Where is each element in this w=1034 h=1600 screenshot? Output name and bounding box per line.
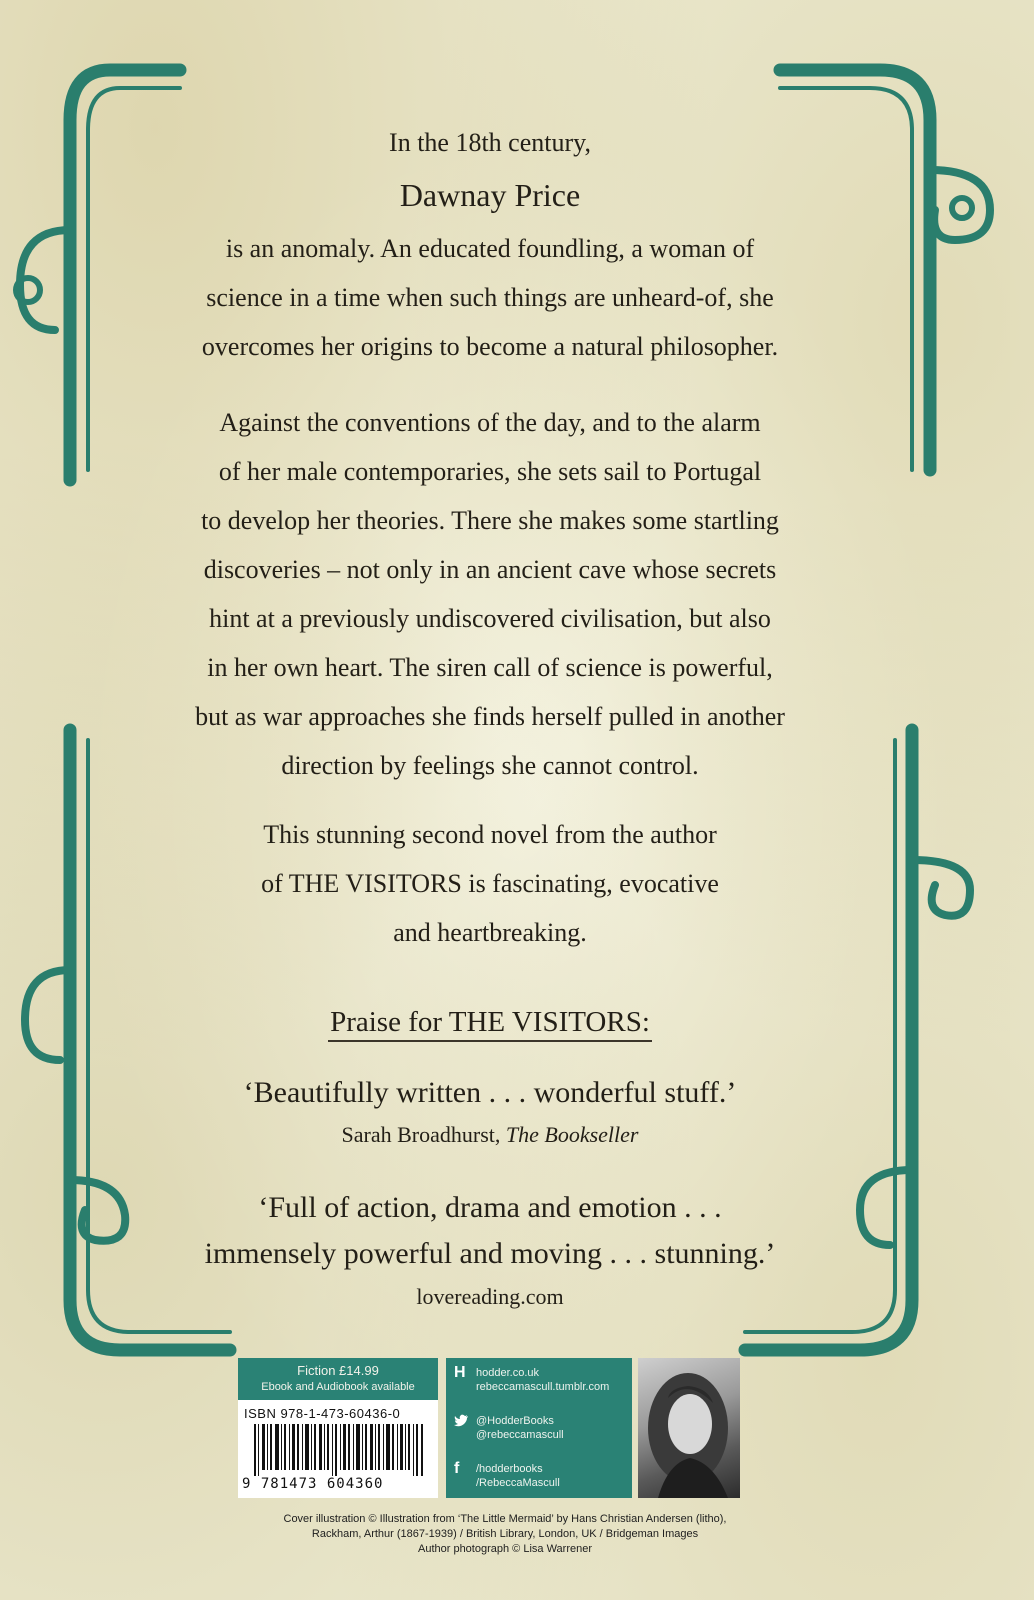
image-credits [160, 1512, 850, 1557]
review-quote-2 [150, 1185, 830, 1317]
praise-heading-text: Praise for THE VISITORS: [328, 1006, 652, 1042]
twitter-handle[interactable]: @rebeccamascull [476, 1429, 564, 1441]
author-line: This stunning second novel from the author [263, 820, 717, 849]
facebook-f-icon: f [454, 1460, 460, 1477]
synopsis-line: in her own heart. The siren call of science is powerful, [207, 653, 773, 682]
intro-line: science in a time when such things are unheard-of, she [206, 283, 774, 312]
web-link[interactable]: rebeccamascull.tumblr.com [476, 1381, 610, 1393]
credit-line: Cover illustration © Illustration from ‘The Little Mermaid’ by Hans Christian Andersen (litho), [283, 1513, 727, 1525]
intro-line: overcomes her origins to become a natural philosopher. [201, 332, 779, 361]
twitter-bird-icon [454, 1414, 469, 1427]
facebook-page[interactable]: /hodderbooks [476, 1463, 543, 1475]
price-box [238, 1358, 438, 1400]
synopsis-line: but as war approaches she finds herself pulled in another [195, 702, 785, 731]
synopsis-line: Against the conventions of the day, and to the alarm [219, 408, 761, 437]
quote-source [150, 1118, 830, 1152]
format-availability: Ebook and Audiobook available [261, 1381, 415, 1393]
quote-text-line-2: immensely powerful and moving . . . stunning.’ [204, 1237, 776, 1270]
synopsis-paragraph [150, 398, 830, 790]
facebook-page[interactable]: /RebeccaMascull [476, 1477, 560, 1489]
credit-line: Author photograph © Lisa Warrener [417, 1543, 592, 1555]
synopsis-line: hint at a previously undiscovered civilisation, but also [209, 604, 771, 633]
quote-source: lovereading.com [416, 1284, 564, 1309]
author-line: and heartbreaking. [393, 918, 587, 947]
synopsis-line: direction by feelings she cannot control. [281, 751, 699, 780]
hodder-h-icon: H [454, 1364, 466, 1381]
barcode-box [238, 1400, 438, 1498]
author-paragraph [150, 810, 830, 957]
protagonist-name: Dawnay Price [399, 177, 581, 213]
social-links-box [446, 1358, 632, 1498]
web-link[interactable]: hodder.co.uk [476, 1367, 539, 1379]
synopsis-line: discoveries – not only in an ancient cave whose secrets [203, 555, 777, 584]
isbn-digits: 9 781473 604360 [242, 1476, 384, 1492]
review-quote-1 [150, 1068, 830, 1152]
synopsis-line: of her male contemporaries, she sets sail to Portugal [218, 457, 762, 486]
author-line: of THE VISITORS is fascinating, evocative [261, 869, 719, 898]
synopsis-line: to develop her theories. There she makes some startling [201, 506, 779, 535]
intro-paragraph [150, 120, 830, 371]
barcode-icon [254, 1424, 424, 1476]
intro-line-1: In the 18th century, [389, 128, 591, 157]
twitter-handle[interactable]: @HodderBooks [476, 1415, 554, 1427]
quote-source-publication: The Bookseller [505, 1122, 639, 1147]
intro-line: is an anomaly. An educated foundling, a woman of [225, 234, 755, 263]
praise-heading [150, 998, 830, 1046]
price-label: Fiction £14.99 [297, 1363, 379, 1378]
credit-line: Rackham, Arthur (1867-1939) / British Library, London, UK / Bridgeman Images [311, 1528, 699, 1540]
author-photo [638, 1358, 740, 1498]
quote-source-name: Sarah Broadhurst, [341, 1122, 501, 1147]
isbn-label: ISBN 978-1-473-60436-0 [244, 1406, 401, 1421]
quote-text: ‘Beautifully written . . . wonderful stuff.’ [243, 1076, 737, 1109]
author-portrait-icon [638, 1358, 740, 1498]
quote-text-line-1: ‘Full of action, drama and emotion . . . [258, 1191, 722, 1224]
